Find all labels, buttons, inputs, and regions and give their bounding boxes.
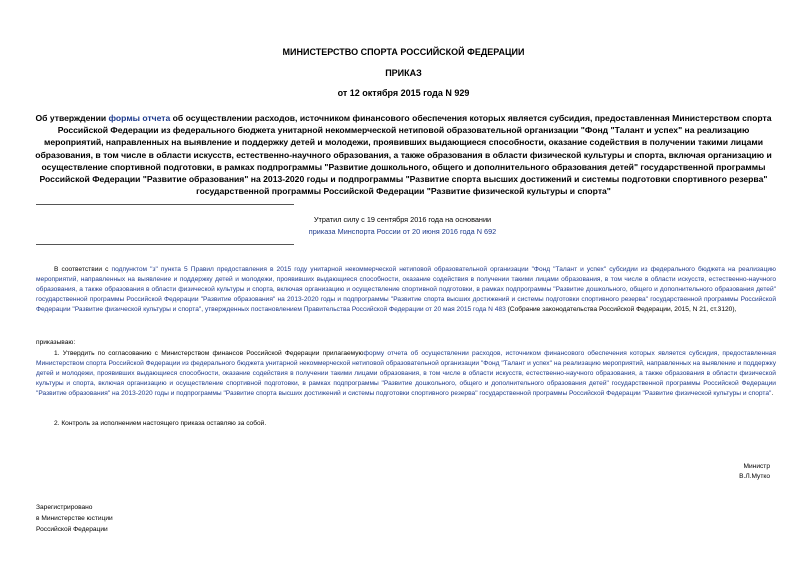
ministry-header: МИНИСТЕРСТВО СПОРТА РОССИЙСКОЙ ФЕДЕРАЦИИ (282, 47, 525, 57)
basis-rules-link[interactable]: подпунктом "з" пункта 5 Правил предоставления в 2015 году унитарной некоммерческой нетиповой образовательной организации "Фонд "Талант и успех" субсидии из федерального бюджета на реализацию мероприятий, направленных на выявление и поддержку детей и молодежи, проявивших выдающиеся способности, оказание содействия в получении такими лицами образования, в том числе в области искусств, естественно-научного образования, а также образования в области физической культуры и спорта, включая организацию и осуществление спортивной подготовки, в рамках подпрограммы "Развитие дошкольного, общего и дополнительного образования детей" государственной программы Российской Федерации "Развитие образования" на 2013-2020 годы и подпрограммы "Развитие спорта высших достижений и системы подготовки спортивного резерва" государственной программы Российской Федерации "Развитие физической культуры и спорта", утвержденных постановлением Правительства Российской Федерации от 20 мая 2015 года N 483 (36, 266, 777, 313)
paragraph-item-2: 2. Контроль за исполнением настоящего приказа оставляю за собой. (54, 420, 267, 427)
document-type: ПРИКАЗ (385, 68, 422, 78)
item-1-end: . (771, 389, 774, 397)
status-note-text: Утратил силу с 19 сентября 2016 года на основании (313, 215, 492, 224)
item-1-form-link[interactable]: форму отчета об осуществлении расходов, источником финансового обеспечения которых является субсидия, предоставленная Министерством спорта Российской Федерации из федерального бюджета унитарной некоммерческой нетиповой образовательной организации "Фонд "Талант и успех" на реализацию мероприятий, направленных на выявление и поддержку детей и молодежи, проявивших выдающиеся способности, оказание содействия в получении такими лицами образования, в том числе в области искусств, естественно-научного образования, а также образования в области физической культуры и спорта, включая организацию и осуществление спортивной подготовки, в рамках подпрограммы "Развитие дошкольного, общего и дополнительного образования детей" государственной программы Российской Федерации "Развитие образования" на 2013-2020 годы и подпрограммы "Развитие спорта высших достижений и системы подготовки спортивного резерва" государственной программы Российской Федерации "Развитие физической культуры и спорта" (36, 350, 776, 397)
status-note (300, 214, 505, 238)
signature-position: Министр (743, 463, 770, 470)
registration-line-2: в Министерстве юстиции (36, 515, 113, 522)
item-1-intro: 1. Утвердить по согласованию с Министерством финансов Российской Федерации прилагаемую (54, 350, 364, 357)
registration-line-3: Российской Федерации (36, 526, 108, 533)
paragraph-order: приказываю: (36, 339, 76, 346)
divider-bottom (36, 244, 294, 245)
signature-name: В.Л.Мутко (739, 473, 770, 480)
title-rest: об осуществлении расходов, источником финансового обеспечения которых является субсидия, предоставленная Министерством спорта Российской Федерации из федерального бюджета унитарной некоммерческой нетиповой образовательной организации "Фонд "Талант и успех" на реализацию мероприятий, направленных на выявление и поддержку детей и молодежи, проявивших выдающиеся способности, оказание содействия в получении такими лицами образования, в том числе в области искусств, естественно-научного образования, а также образования в области физической культуры и спорта, включая организацию и осуществление спортивной подготовки, в рамках подпрограммы "Развитие дошкольного, общего и дополнительного образования детей" государственной программы Российской Федерации "Развитие образования" на 2013-2020 годы и подпрограммы "Развитие спорта высших достижений и системы подготовки спортивного резерва" государственной программы Российской Федерации "Развитие физической культуры и спорта" (35, 113, 772, 197)
basis-source: (Собрание законодательства Российской Федерации, 2015, N 21, ст.3120), (505, 305, 737, 313)
status-note-link[interactable]: приказа Минспорта России от 20 июня 2016 года N 692 (308, 227, 497, 236)
paragraph-basis (36, 265, 776, 315)
signature-block (660, 462, 770, 482)
basis-intro: В соответствии с (54, 266, 112, 273)
title-form-link[interactable]: формы отчета (108, 113, 171, 123)
document-date-number: от 12 октября 2015 года N 929 (337, 88, 470, 98)
title-prefix: Об утверждении (35, 113, 109, 123)
registration-line-1: Зарегистрировано (36, 504, 93, 511)
divider-top (36, 204, 294, 205)
document-title (35, 112, 772, 197)
paragraph-item-1 (36, 349, 776, 399)
registration-block (36, 502, 236, 535)
